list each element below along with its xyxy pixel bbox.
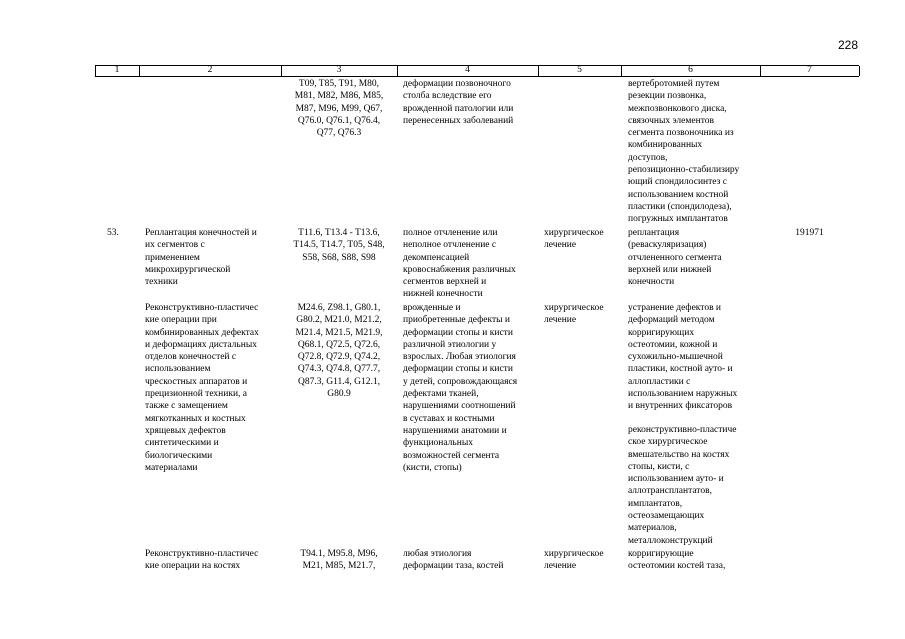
row-3-patient-model: любая этиология деформации таза, костей	[403, 549, 504, 572]
row-2-treatment-method-alt: реконструктивно-пластиче ское хирургическое вмешательство на костях стопы, кисти, с использованием ауто- и аллотрансплантатов, имплантатов, остеозамещающих материалов, металлоконструкций	[628, 425, 737, 546]
column-number-4: 4	[465, 65, 470, 75]
row-2-treatment-method: устранение дефектов и деформаций методом корригирующих остеотомии, кожной и сухожильно-мышечной пластики, костной ауто- и аллопластики с использованием наружных и внутренних фиксаторов	[628, 303, 738, 412]
column-divider	[859, 66, 860, 76]
header-bottom-rule	[95, 76, 859, 77]
row-2-procedure-name: Реконструктивно-пластичес кие операции при комбинированных дефектах и деформациях дистальных отделов конечностей с использованием чрескостных аппаратов и прецизионной техники, а также с замещением мягкотканных и костных хрящевых дефектов синтетическими и биологическими материалами	[145, 303, 259, 473]
column-number-2: 2	[207, 65, 213, 75]
column-number-5: 5	[577, 65, 582, 75]
row-2-treatment-type: хирургическое лечение	[544, 303, 604, 326]
row-3-treatment-method: корригирующие остеотомии костей таза,	[628, 549, 726, 572]
column-number-3: 3	[336, 65, 342, 75]
row-1-cost: 191971	[795, 228, 824, 238]
row-0-codes: T09, T85, T91, M80, M81, M82, M86, M85, M87, M96, M99, Q67, Q76.0, Q76.1, Q76.4, Q77, Q76.3	[294, 79, 384, 139]
row-1-treatment-method: реплантация (реваскуляризация) отчлененного сегмента верхней или нижней конечности	[628, 228, 722, 288]
row-1-procedure-name: Реплантация конечностей и их сегментов с применением микрохирургической техники	[145, 228, 257, 288]
row-3-codes: T94.1, M95.8, M96, M21, M85, M21.7,	[300, 549, 378, 572]
row-1-number: 53.	[107, 228, 119, 238]
page-number: 228	[838, 38, 859, 52]
row-2-patient-model: врожденные и приобретенные дефекты и деформации стопы и кисти различной этиологии у взрослых. Любая этиология деформации стопы и кисти у детей, сопровождающаяся дефектами тканей, нарушениями соотношений в суставах и костными нарушениями анатомии и функциональных возможностей сегмента (кисти, стопы)	[403, 303, 518, 473]
row-3-treatment-type: хирургическое лечение	[544, 549, 604, 572]
column-number-1: 1	[114, 65, 120, 75]
row-2-codes: M24.6, Z98.1, G80.1, G80.2, M21.0, M21.2, M21.4, M21.5, M21.9, Q68.1, Q72.5, Q72.6, Q72.8, Q72.9, Q74.2, Q74.3, Q74.8, Q77.7, Q87.3, G11.4, G12.1, G80.9	[295, 303, 383, 400]
row-3-procedure-name: Реконструктивно-пластичес кие операции на костях	[145, 549, 259, 572]
row-0-patient-model: деформации позвоночного столба вследствие его врожденной патологии или перенесенных заболеваний	[403, 79, 514, 126]
row-1-patient-model: полное отчленение или неполное отчленение с декомпенсацией кровоснабжения различных сегментов верхней и нижней конечности	[403, 228, 516, 300]
row-0-treatment-method: вертебротомией путем резекции позвонка, межпозвонкового диска, связочных элементов сегмента позвоночника из комбинированных доступов, репозиционно-стабилизиру ющий спондилосинтез с использованием костной пластики (спондилодеза), погружных имплантатов	[628, 79, 740, 225]
row-1-treatment-type: хирургическое лечение	[544, 228, 604, 251]
row-1-codes: T11.6, T13.4 - T13.6, T14.5, T14.7, T05, S48, S58, S68, S88, S98	[293, 228, 385, 263]
column-number-7: 7	[807, 65, 812, 75]
column-number-6: 6	[688, 65, 693, 75]
